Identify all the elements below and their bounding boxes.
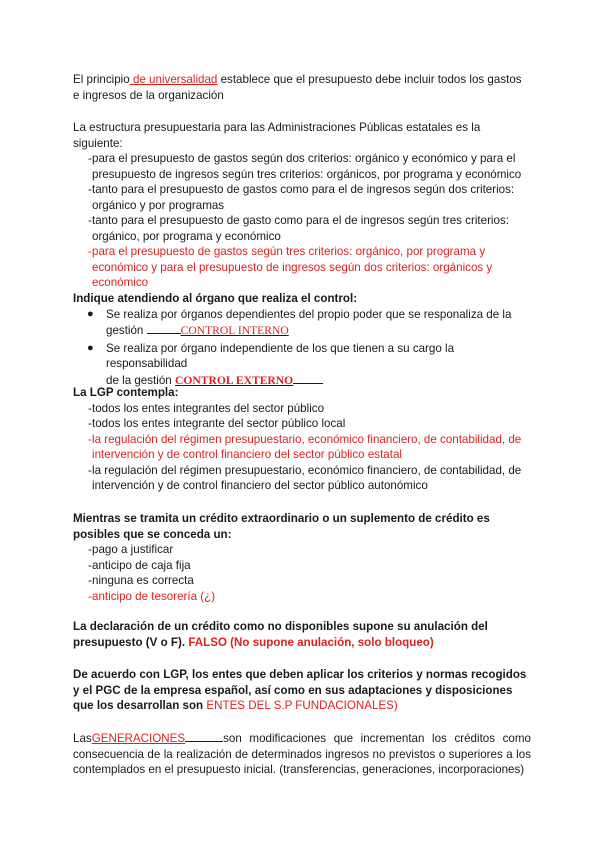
pgc-answer: ENTES DEL S.P FUNDACIONALES) bbox=[206, 699, 398, 712]
credit-question bbox=[73, 511, 531, 604]
principle-line2: e ingresos de la organización bbox=[73, 88, 224, 102]
modifications-question bbox=[73, 730, 531, 778]
structure-option-4-correct: - para el presupuesto de gastos según tres criterios: orgánico, por programa y económico y para el presupuesto de ingresos según dos criterios: orgánicos y económico bbox=[73, 244, 531, 291]
structure-question bbox=[73, 120, 531, 291]
principle-post: establece que el presupuesto debe incluir todos los gastos bbox=[217, 73, 522, 86]
credit-options bbox=[73, 542, 531, 604]
control-item-internal bbox=[73, 307, 531, 339]
pgc-title: De acuerdo con LGP, los entes que deben aplicar los criterios y normas recogidos y el PGC de la empresa español, así como en sus adaptaciones y disposiciones que los desarrollan son bbox=[73, 668, 527, 712]
lgp-question bbox=[73, 385, 531, 494]
structure-option-3: - tanto para el presupuesto de gasto como para el de ingresos según tres criterios: orgánico, por programa y económico bbox=[73, 213, 531, 244]
control-item1-text: Se realiza por órganos dependientes del propio poder que se responaliza de la bbox=[106, 307, 512, 321]
modifications-pre: Las bbox=[73, 732, 92, 745]
blank-line bbox=[147, 322, 181, 334]
control-item2-line2: de la gestión bbox=[106, 373, 172, 387]
principle-answer: de universalidad bbox=[129, 73, 218, 86]
availability-question bbox=[73, 619, 531, 650]
bullet-icon: ● bbox=[87, 307, 94, 320]
credit-option-2: - anticipo de caja fija bbox=[73, 558, 531, 574]
structure-option-1: - para el presupuesto de gastos según dos criterios: orgánico y económico y para el presupuesto de ingresos según tres criterios: orgánicos, por programa y económico bbox=[73, 151, 531, 182]
lgp-option-4: - la regulación del régimen presupuestario, económico financiero, de contabilidad, de intervención y de control financiero del sector público autonómico bbox=[73, 463, 531, 494]
modifications-post: son modificaciones que incrementan los créditos como consecuencia de la realización de determinados ingresos no previstos o superiores a los contemplados en el presupuesto inicial. (transferencias, generaciones, incorporaciones) bbox=[73, 732, 531, 776]
principle-question bbox=[73, 72, 531, 103]
lgp-option-1: - todos los entes integrantes del sector público bbox=[73, 401, 531, 417]
structure-option-2: - tanto para el presupuesto de gastos como para el de ingresos según dos criterios: orgánico y por programas bbox=[73, 182, 531, 213]
pgc-question bbox=[73, 667, 531, 714]
control-external-answer: CONTROL EXTERNO bbox=[174, 373, 294, 387]
control-title: Indique atendiendo al órgano que realiza el control: bbox=[73, 292, 358, 305]
control-items bbox=[73, 307, 531, 389]
lgp-title: La LGP contempla: bbox=[73, 386, 179, 399]
control-item-external bbox=[73, 341, 531, 389]
lgp-option-2: - todos los entes integrante del sector público local bbox=[73, 416, 531, 432]
control-question bbox=[73, 291, 531, 388]
lgp-options bbox=[73, 401, 531, 494]
principle-pre: El principio bbox=[73, 73, 130, 86]
credit-option-1: - pago a justificar bbox=[73, 542, 531, 558]
control-item2-text: Se realiza por órgano independiente de los que tienen a su cargo la responsabilidad bbox=[106, 341, 455, 370]
credit-title: Mientras se tramita un crédito extraordinario o un suplemento de crédito es posibles que se conceda un: bbox=[73, 512, 490, 541]
lgp-option-3-correct: - la regulación del régimen presupuestario, económico financiero, de contabilidad, de intervención y de control financiero del sector público estatal bbox=[73, 432, 531, 463]
credit-option-4-correct: - anticipo de tesorería (¿) bbox=[73, 589, 531, 605]
blank-line bbox=[293, 372, 323, 384]
modifications-answer: GENERACIONES bbox=[91, 732, 186, 745]
control-internal-answer: CONTROL INTERNO bbox=[180, 324, 289, 337]
credit-option-3: - ninguna es correcta bbox=[73, 573, 531, 589]
bullet-icon: ● bbox=[87, 341, 94, 354]
blank-line bbox=[185, 730, 223, 742]
availability-title: La declaración de un crédito como no disponibles supone su anulación del presupuesto (V o F). bbox=[73, 620, 488, 649]
structure-options bbox=[73, 151, 531, 291]
structure-intro: La estructura presupuestaria para las Administraciones Públicas estatales es la siguiente: bbox=[73, 121, 481, 150]
availability-answer: FALSO (No supone anulación, solo bloqueo) bbox=[188, 635, 434, 649]
control-item1-line2: gestión bbox=[106, 324, 144, 337]
